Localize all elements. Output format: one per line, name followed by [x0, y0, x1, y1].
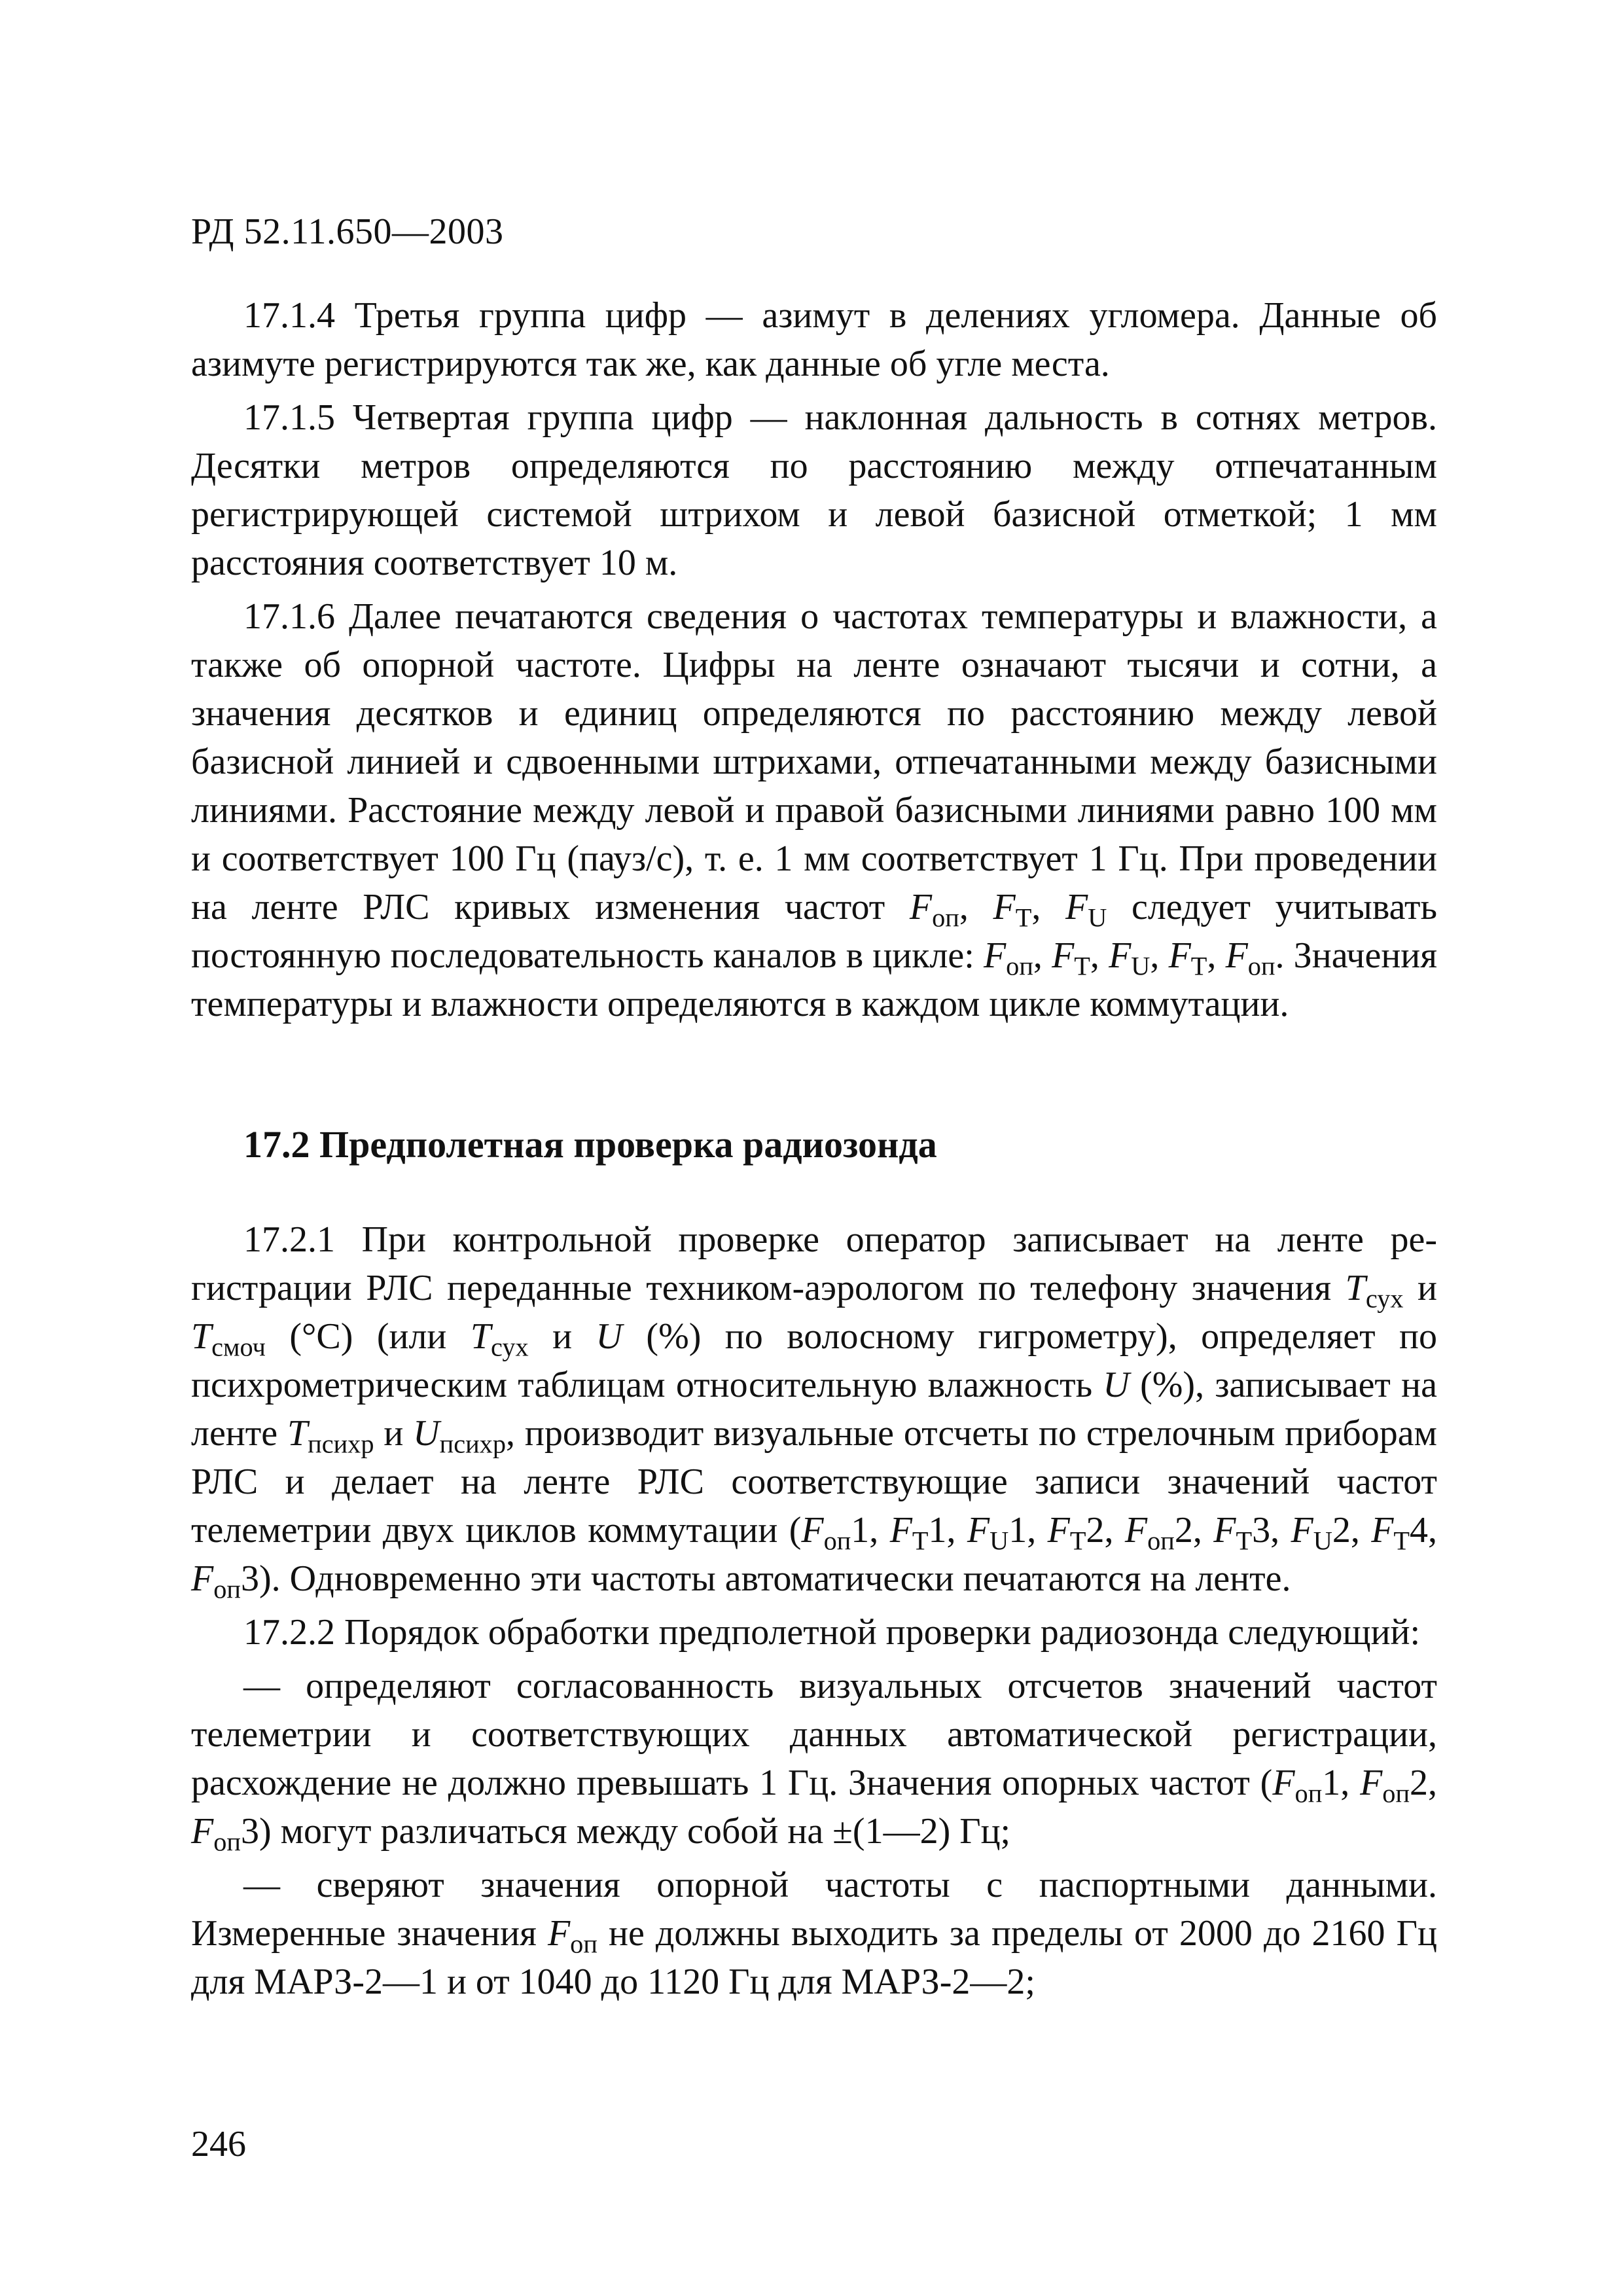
symbol-f-op: $F_{оп}$	[547, 1913, 597, 1959]
page-body	[191, 291, 1437, 2006]
document-code-header: РД 52.11.650—2003	[191, 211, 504, 252]
symbol-f-t: $F_T$	[993, 887, 1032, 933]
symbol-f-u: $F_U$	[967, 1510, 1009, 1556]
symbol-f-u: $F_U$	[1065, 887, 1107, 933]
symbol-f-op: $F_{оп}$	[191, 1811, 241, 1857]
paragraph-17-1-4: 17.1.4 Третья группа цифр — азимут в делениях угломера. Данные об азимуте регистрируются так же, как данные об угле места.	[191, 295, 1437, 384]
symbol-f-t: $F_T$	[1371, 1510, 1410, 1556]
symbol-f-t: $F_T$	[1047, 1510, 1086, 1556]
symbol-u: U	[596, 1316, 622, 1357]
symbol-f-op: $F_{оп}$	[1360, 1763, 1410, 1808]
list-item-consistency-check: — определяют согласованность визуальных отсчетов значений частот телеметрии и соответствующих данных автоматической регистрации, расхождение не должно превышать 1 Гц. Значения опорных частот ($F_{оп}1$, $F_{оп}2$, $F_{оп}3$) могут различаться между собой на ±(1—2) Гц;	[191, 1666, 1438, 1857]
symbol-f-op: $F_{оп}$	[909, 887, 959, 933]
symbol-f-op: $F_{оп}$	[191, 1558, 241, 1604]
symbol-t-smoch: $T_{смоч}$	[191, 1316, 266, 1362]
symbol-f-op: $F_{оп}$	[1225, 935, 1275, 981]
paragraph-17-1-6: 17.1.6 Далее печатаются сведения о частотах температуры и влажности, а также об опорной частоте. Цифры на ленте означают тысячи и сотни, а значения десятков и единиц определяются по расстоянию между левой базисной линией и сдвоенными штрихами, отпечатанными между базисными линиями. Расстояние между левой и правой базисными линиями равно 100 мм и соответствует 100 Гц (пауз/с), т. е. 1 мм соответствует 1 Гц. При проведении на ленте РЛС кривых изменения частот $F_{оп}$, $F_T$, $F_U$ следует учитывать постоянную последовательность каналов в цикле: $F_{оп}$, $F_T$, $F_U$, $F_T$, $F_{оп}$. Значения температуры и влажности определяются в каждом цикле коммутации.	[191, 596, 1438, 1024]
text-run: . Значения температуры и влажности определяются в каждом цикле коммутации.	[191, 935, 1438, 1024]
symbol-t-syh: $T_{сух}$	[470, 1316, 529, 1362]
symbol-f-op: $F_{оп}$	[1272, 1763, 1323, 1808]
paragraph-17-2-2: 17.2.2 Порядок обработки предполетной проверки радиозонда следующий:	[243, 1612, 1421, 1653]
symbol-u-psihr: $U_{психр}$	[413, 1413, 506, 1459]
symbol-f-t: $F_T$	[1052, 935, 1090, 981]
symbol-t-psihr: $T_{психр}$	[287, 1413, 374, 1459]
text-run: 17.1.6 Далее печатаются сведения о частотах температуры и влажности, а также об опорной частоте. Цифры на ленте означают тысячи и сотни, а значения десятков и единиц определяются по расстоянию между левой базисной линией и сдвоенными штрихами, отпечатанными между базисными линиями. Расстояние между левой и правой базисными линиями равно 100 мм и соответствует 100 Гц (пауз/с), т. е. 1 мм соответствует 1 Гц. При проведении на ленте РЛС кривых изменения частот	[191, 596, 1437, 927]
symbol-f-u: $F_U$	[1291, 1510, 1332, 1556]
paragraph-17-1-5: 17.1.5 Четвертая группа цифр — наклонная дальность в сотнях метров. Десятки метров определяются по расстоянию между отпечатанным регистрирующей системой штрихом и левой базисной отметкой; 1 мм расстояния соответствует 10 м.	[191, 397, 1437, 583]
symbol-f-op: $F_{оп}$	[983, 935, 1033, 981]
symbol-f-u: $F_U$	[1109, 935, 1150, 981]
section-heading: 17.2 Предполетная проверка радиозонда	[243, 1123, 937, 1166]
symbol-f-t: $F_T$	[1168, 935, 1207, 981]
symbol-f-t: $F_T$	[1213, 1510, 1253, 1556]
text-run: следует учитывать постоянную последовательность каналов в цикле:	[191, 887, 1438, 976]
paragraph-17-2-1: 17.2.1 При контрольной проверке оператор записывает на ленте регистрации РЛС переданные техником-аэрологом по телефону значения $T_{сух}$ и $T_{смоч}$ (°C) (или $T_{сух}$ и U (%) по волосному гигрометру), определяет по психрометрическим таблицам относительную влажность U (%), записывает на ленте $T_{психр}$ и $U_{психр}$, производит визуальные отсчеты по стрелочным приборам РЛС и делает на ленте РЛС соответствующие записи значений частот телеметрии двух циклов коммутации ($F_{оп}1$, $F_T1$, $F_U1$, $F_T2$, $F_{оп}2$, $F_T3$, $F_U2$, $F_T4$, $F_{оп}3$). Одновременно эти частоты автоматически печатаются на ленте.	[191, 1219, 1438, 1604]
list-item-reference-frequency-check: — сверяют значения опорной частоты с паспортными данными. Измеренные значения $F_{оп}$ не должны выходить за пределы от 2000 до 2160 Гц для МАРЗ-2—1 и от 1040 до 1120 Гц для МАРЗ-2—2;	[191, 1865, 1437, 2002]
page-number: 246	[191, 2124, 246, 2164]
symbol-t-syh: $T_{сух}$	[1345, 1268, 1404, 1314]
symbol-f-op: $F_{оп}$	[1124, 1510, 1175, 1556]
symbol-u: U	[1103, 1365, 1130, 1405]
symbol-f-t: $F_T$	[889, 1510, 929, 1556]
symbol-f-op: $F_{оп}$	[801, 1510, 851, 1556]
